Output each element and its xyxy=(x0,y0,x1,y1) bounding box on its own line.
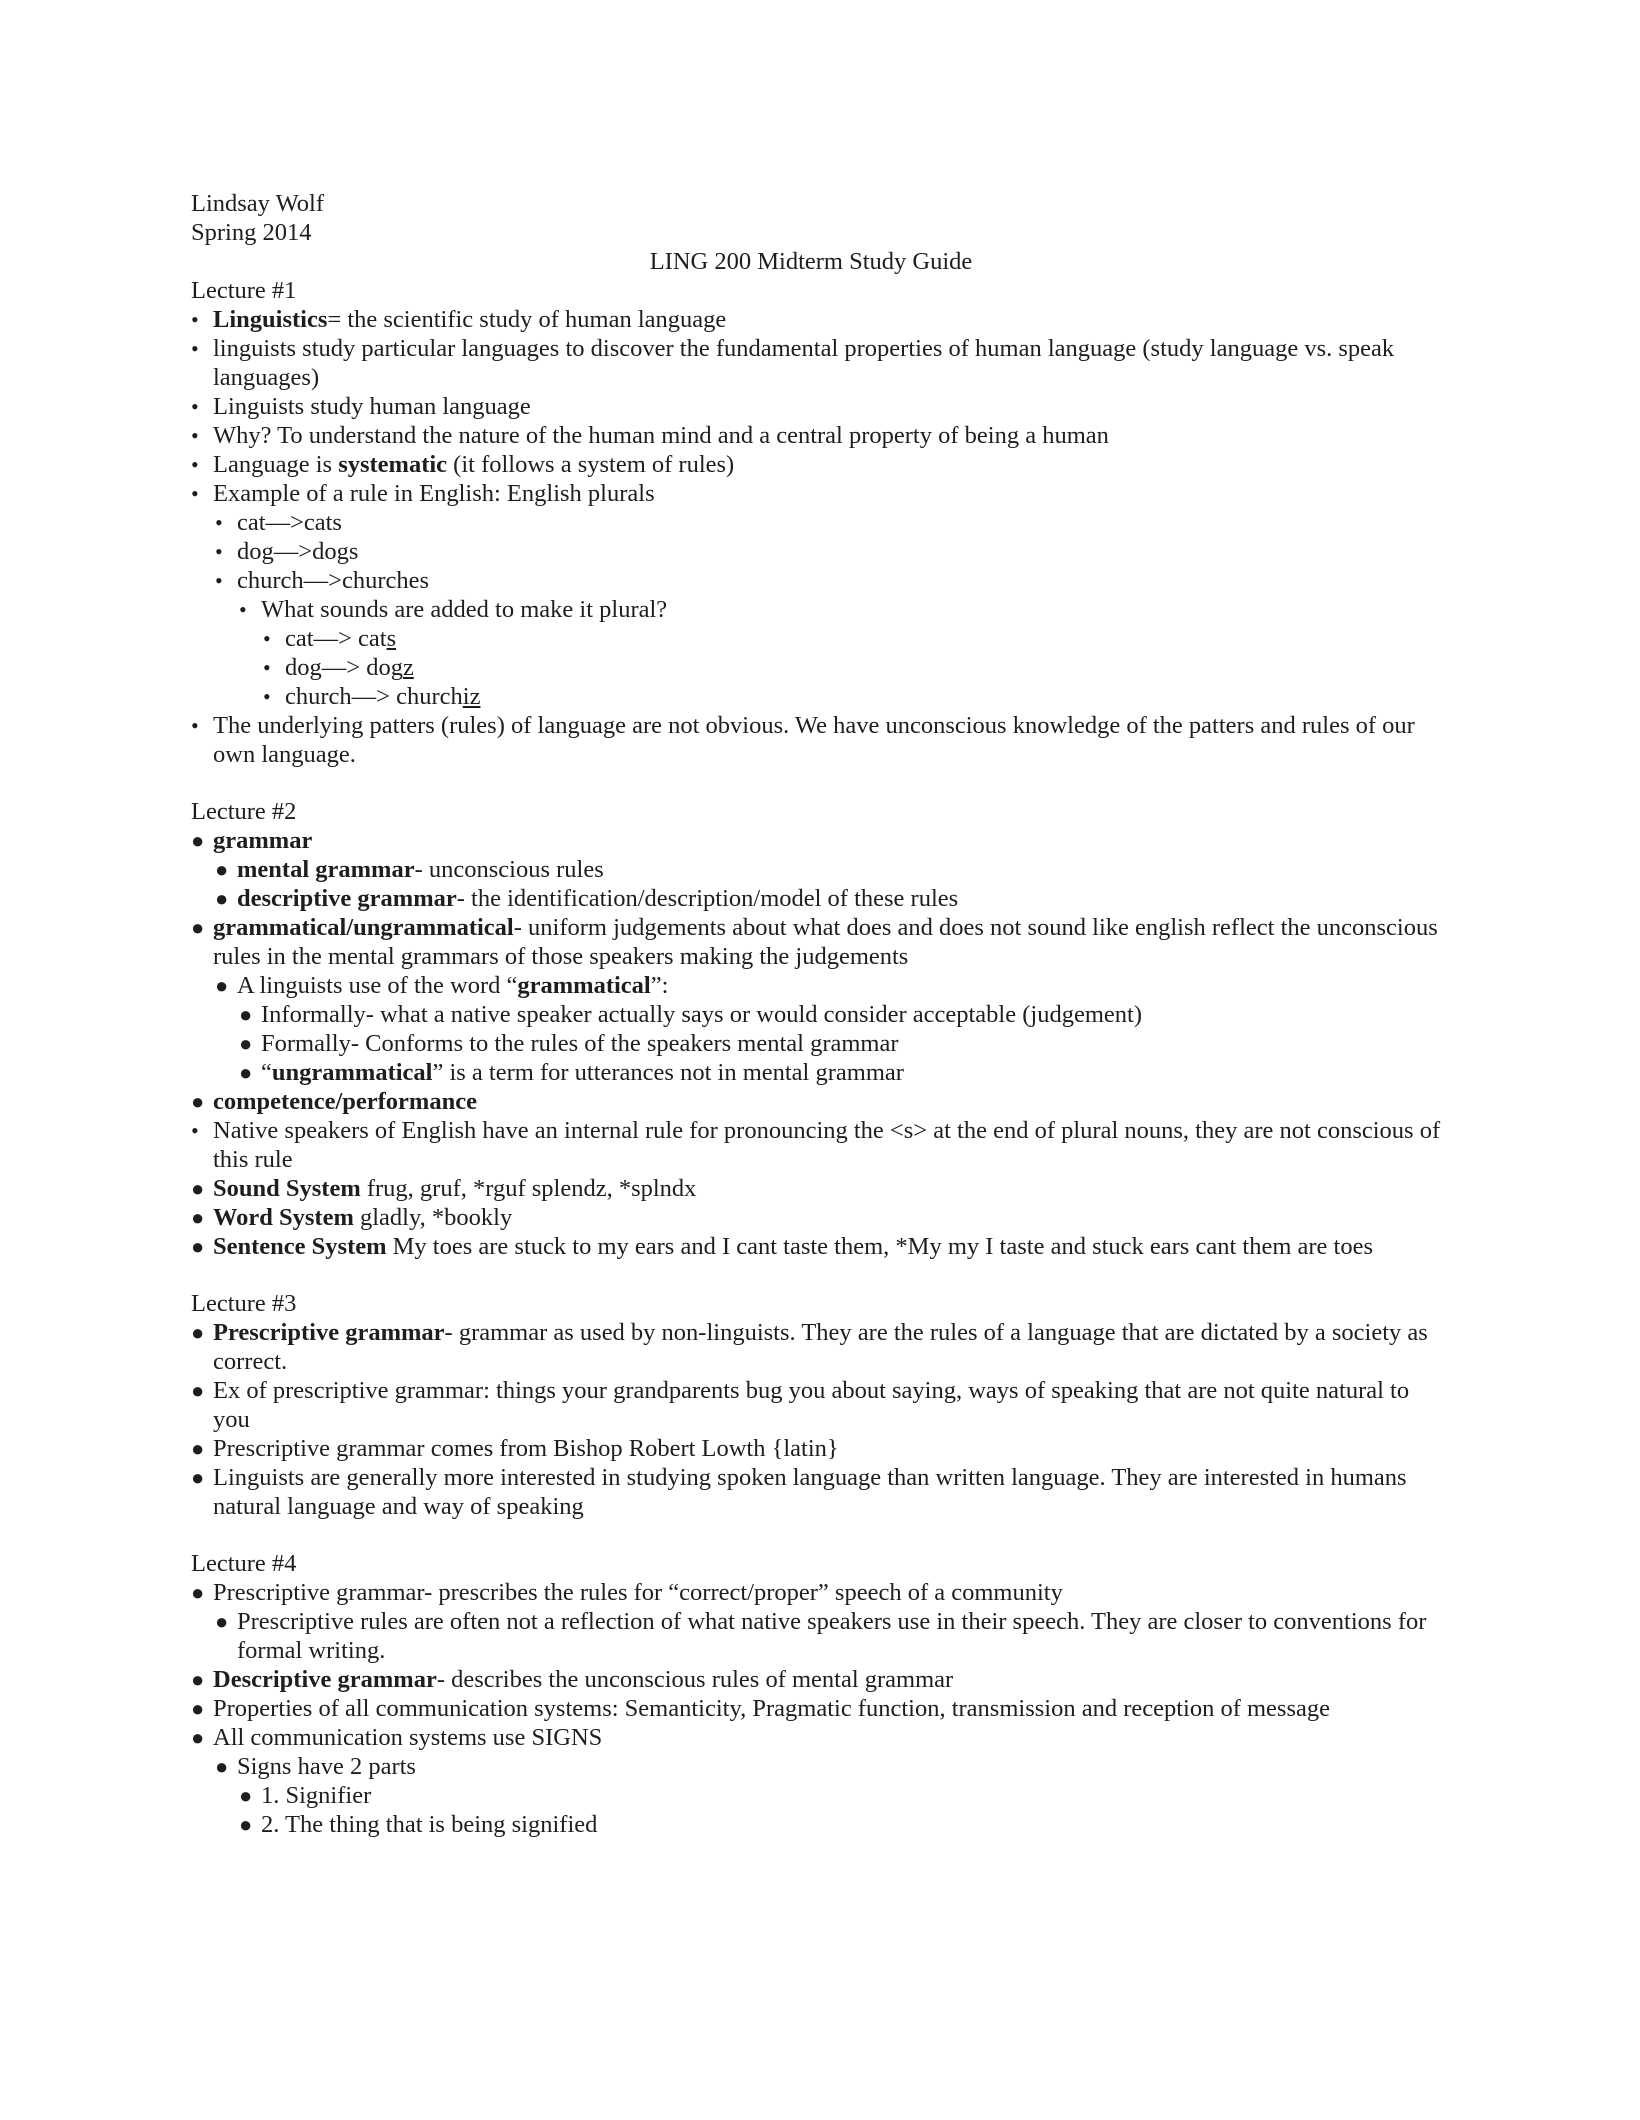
list-item xyxy=(191,855,1451,884)
list-item xyxy=(191,913,1451,971)
list-item xyxy=(191,1087,1451,1116)
bullet-icon: • xyxy=(215,539,223,564)
list-item xyxy=(191,1318,1451,1376)
list-item xyxy=(191,1058,1451,1087)
item-text: Prescriptive rules are often not a reflection of what native speakers use in their speech. They are closer to conventions for formal writing. xyxy=(237,1608,1427,1664)
list-item xyxy=(191,624,1451,653)
term-bold: competence/performance xyxy=(213,1088,477,1115)
bullet-icon: • xyxy=(263,684,271,709)
term-bold: systematic xyxy=(338,451,448,478)
term: Spring 2014 xyxy=(191,219,312,246)
item-text: Language is xyxy=(213,451,339,478)
list-item xyxy=(191,537,1451,566)
list-item xyxy=(191,566,1451,595)
bullet-icon: • xyxy=(191,452,199,477)
list-item xyxy=(191,450,1451,479)
bullet-icon: ● xyxy=(191,915,205,940)
term-bold: grammatical/ungrammatical xyxy=(213,914,514,941)
bullet-icon: • xyxy=(215,568,223,593)
term-bold: Word System xyxy=(213,1204,354,1231)
list-item xyxy=(191,305,1451,334)
list-item xyxy=(191,1752,1451,1781)
term-bold: ungrammatical xyxy=(271,1059,433,1086)
item-text: church—>churches xyxy=(237,567,430,594)
list-item xyxy=(191,479,1451,508)
item-text: linguists study particular languages to discover the fundamental properties of human language (study language vs. speak languages) xyxy=(213,335,1395,391)
bullet-icon: ● xyxy=(191,1089,205,1114)
item-text: Formally- Conforms to the rules of the speakers mental grammar xyxy=(261,1030,899,1057)
bullet-icon: • xyxy=(191,481,199,506)
list-item xyxy=(191,421,1451,450)
bullet-icon: • xyxy=(191,394,199,419)
bullet-icon: • xyxy=(191,713,199,738)
bullet-icon: ● xyxy=(215,1609,229,1634)
item-text: frug, gruf, *rguf splendz, *splndx xyxy=(360,1175,697,1202)
bullet-icon: • xyxy=(191,336,199,361)
term-bold: Linguistics xyxy=(213,306,328,333)
bullet-icon: ● xyxy=(239,1002,253,1027)
item-text: Why? To understand the nature of the human mind and a central property of being a human xyxy=(213,422,1109,449)
list-item xyxy=(191,1781,1451,1810)
item-text: Native speakers of English have an internal rule for pronouncing the <s> at the end of plural nouns, they are not conscious of this rule xyxy=(213,1117,1441,1173)
list-item xyxy=(191,653,1451,682)
bullet-icon: ● xyxy=(191,1465,205,1490)
item-text: cat—>cats xyxy=(237,509,342,536)
item-text: Signs have 2 parts xyxy=(237,1753,416,1780)
bullet-icon: ● xyxy=(239,1783,253,1808)
bullet-icon: ● xyxy=(239,1812,253,1837)
item-text: The underlying patters (rules) of language are not obvious. We have unconscious knowledge of the patters and rules of our own language. xyxy=(213,712,1415,768)
item-text: Properties of all communication systems: Semanticity, Pragmatic function, transmission and reception of message xyxy=(213,1695,1330,1722)
list-item xyxy=(191,826,1451,855)
item-text: gladly, *bookly xyxy=(353,1204,513,1231)
bullet-icon: ● xyxy=(191,828,205,853)
item-text: = the scientific study of human language xyxy=(327,306,727,333)
term-bold: mental grammar xyxy=(237,856,415,883)
list-item xyxy=(191,1665,1451,1694)
bullet-icon: ● xyxy=(215,857,229,882)
bullet-icon: ● xyxy=(191,1320,205,1345)
bullet-icon: ● xyxy=(215,973,229,998)
bullet-icon: ● xyxy=(239,1060,253,1085)
item-text: (it follows a system of rules) xyxy=(447,451,735,478)
list-item xyxy=(191,508,1451,537)
term-bold: descriptive grammar xyxy=(237,885,457,912)
item-text: Prescriptive grammar comes from Bishop Robert Lowth {latin} xyxy=(213,1435,839,1462)
list-item xyxy=(191,1463,1451,1521)
item-text: 1. Signifier xyxy=(261,1782,372,1809)
bullet-icon: ● xyxy=(215,886,229,911)
term-bold: Sound System xyxy=(213,1175,361,1202)
list-item xyxy=(191,1376,1451,1434)
term-bold: grammatical xyxy=(517,972,651,999)
bullet-icon: • xyxy=(263,655,271,680)
list-item xyxy=(191,1000,1451,1029)
item-text: cat—> cat xyxy=(285,625,387,652)
lecture-3-heading: Lecture #3 xyxy=(191,1290,297,1317)
bullet-icon: ● xyxy=(191,1580,205,1605)
bullet-icon: ● xyxy=(191,1176,205,1201)
bullet-icon: • xyxy=(191,423,199,448)
list-item xyxy=(191,334,1451,392)
list-item xyxy=(191,1434,1451,1463)
list-item xyxy=(191,1810,1451,1839)
item-text: Example of a rule in English: English plurals xyxy=(213,480,655,507)
item-text: - the identification/description/model of these rules xyxy=(456,885,959,912)
term-bold: Descriptive grammar xyxy=(213,1666,437,1693)
list-item xyxy=(191,1723,1451,1752)
author-name: Lindsay Wolf xyxy=(191,190,324,217)
list-item xyxy=(191,595,1451,624)
bullet-icon: • xyxy=(191,1118,199,1143)
bullet-icon: ● xyxy=(215,1754,229,1779)
item-text: dog—>dogs xyxy=(237,538,359,565)
bullet-icon: ● xyxy=(191,1667,205,1692)
list-item xyxy=(191,1232,1451,1261)
item-text: - unconscious rules xyxy=(414,856,604,883)
item-text: Linguists are generally more interested in studying spoken language than written language. They are interested in humans natural language and way of speaking xyxy=(213,1464,1407,1520)
item-text: What sounds are added to make it plural? xyxy=(261,596,668,623)
term-bold: Prescriptive grammar xyxy=(213,1319,445,1346)
document-page xyxy=(191,189,1451,1839)
list-item xyxy=(191,392,1451,421)
list-item xyxy=(191,1116,1451,1174)
item-text: “ xyxy=(261,1059,272,1086)
list-item xyxy=(191,1578,1451,1607)
list-item xyxy=(191,1174,1451,1203)
item-text: - uniform judgements about what does and does not sound like english reflect the unconscious rules in the mental grammars of those speakers making the judgements xyxy=(213,914,1438,970)
list-item xyxy=(191,884,1451,913)
list-item xyxy=(191,711,1451,769)
item-text: ”: xyxy=(650,972,669,999)
item-text: All communication systems use SIGNS xyxy=(213,1724,603,1751)
bullet-icon: ● xyxy=(191,1696,205,1721)
term-bold: grammar xyxy=(213,827,313,854)
item-text: - grammar as used by non-linguists. They are the rules of a language that are dictated by a society as correct. xyxy=(213,1319,1428,1375)
bullet-icon: • xyxy=(215,510,223,535)
item-text: ” is a term for utterances not in mental grammar xyxy=(432,1059,904,1086)
bullet-icon: ● xyxy=(191,1378,205,1403)
bullet-icon: ● xyxy=(191,1205,205,1230)
item-text: Prescriptive grammar- prescribes the rules for “correct/proper” speech of a community xyxy=(213,1579,1063,1606)
underlined-suffix: z xyxy=(402,654,414,681)
lecture-4-heading: Lecture #4 xyxy=(191,1550,297,1577)
underlined-suffix: s xyxy=(386,625,397,652)
list-item xyxy=(191,1203,1451,1232)
item-text: church—> church xyxy=(285,683,463,710)
document-title: LING 200 Midterm Study Guide xyxy=(649,248,973,275)
list-item xyxy=(191,682,1451,711)
bullet-icon: ● xyxy=(239,1031,253,1056)
bullet-icon: ● xyxy=(191,1234,205,1259)
item-text: - describes the unconscious rules of mental grammar xyxy=(436,1666,954,1693)
bullet-icon: • xyxy=(191,307,199,332)
item-text: My toes are stuck to my ears and I cant taste them, *My my I taste and stuck ears cant them are toes xyxy=(386,1233,1374,1260)
term-bold: Sentence System xyxy=(213,1233,387,1260)
bullet-icon: • xyxy=(263,626,271,651)
list-item xyxy=(191,1694,1451,1723)
item-text: A linguists use of the word “ xyxy=(237,972,518,999)
underlined-suffix: iz xyxy=(462,683,481,710)
item-text: dog—> dog xyxy=(285,654,403,681)
lecture-1-heading: Lecture #1 xyxy=(191,277,297,304)
bullet-icon: • xyxy=(239,597,247,622)
item-text: Linguists study human language xyxy=(213,393,531,420)
bullet-icon: ● xyxy=(191,1436,205,1461)
item-text: Ex of prescriptive grammar: things your grandparents bug you about saying, ways of speaking that are not quite natural to you xyxy=(213,1377,1410,1433)
item-text: 2. The thing that is being signified xyxy=(261,1811,598,1838)
bullet-icon: ● xyxy=(191,1725,205,1750)
lecture-2-heading: Lecture #2 xyxy=(191,798,297,825)
list-item xyxy=(191,971,1451,1000)
list-item xyxy=(191,1607,1451,1665)
list-item xyxy=(191,1029,1451,1058)
item-text: Informally- what a native speaker actually says or would consider acceptable (judgement) xyxy=(261,1001,1142,1028)
